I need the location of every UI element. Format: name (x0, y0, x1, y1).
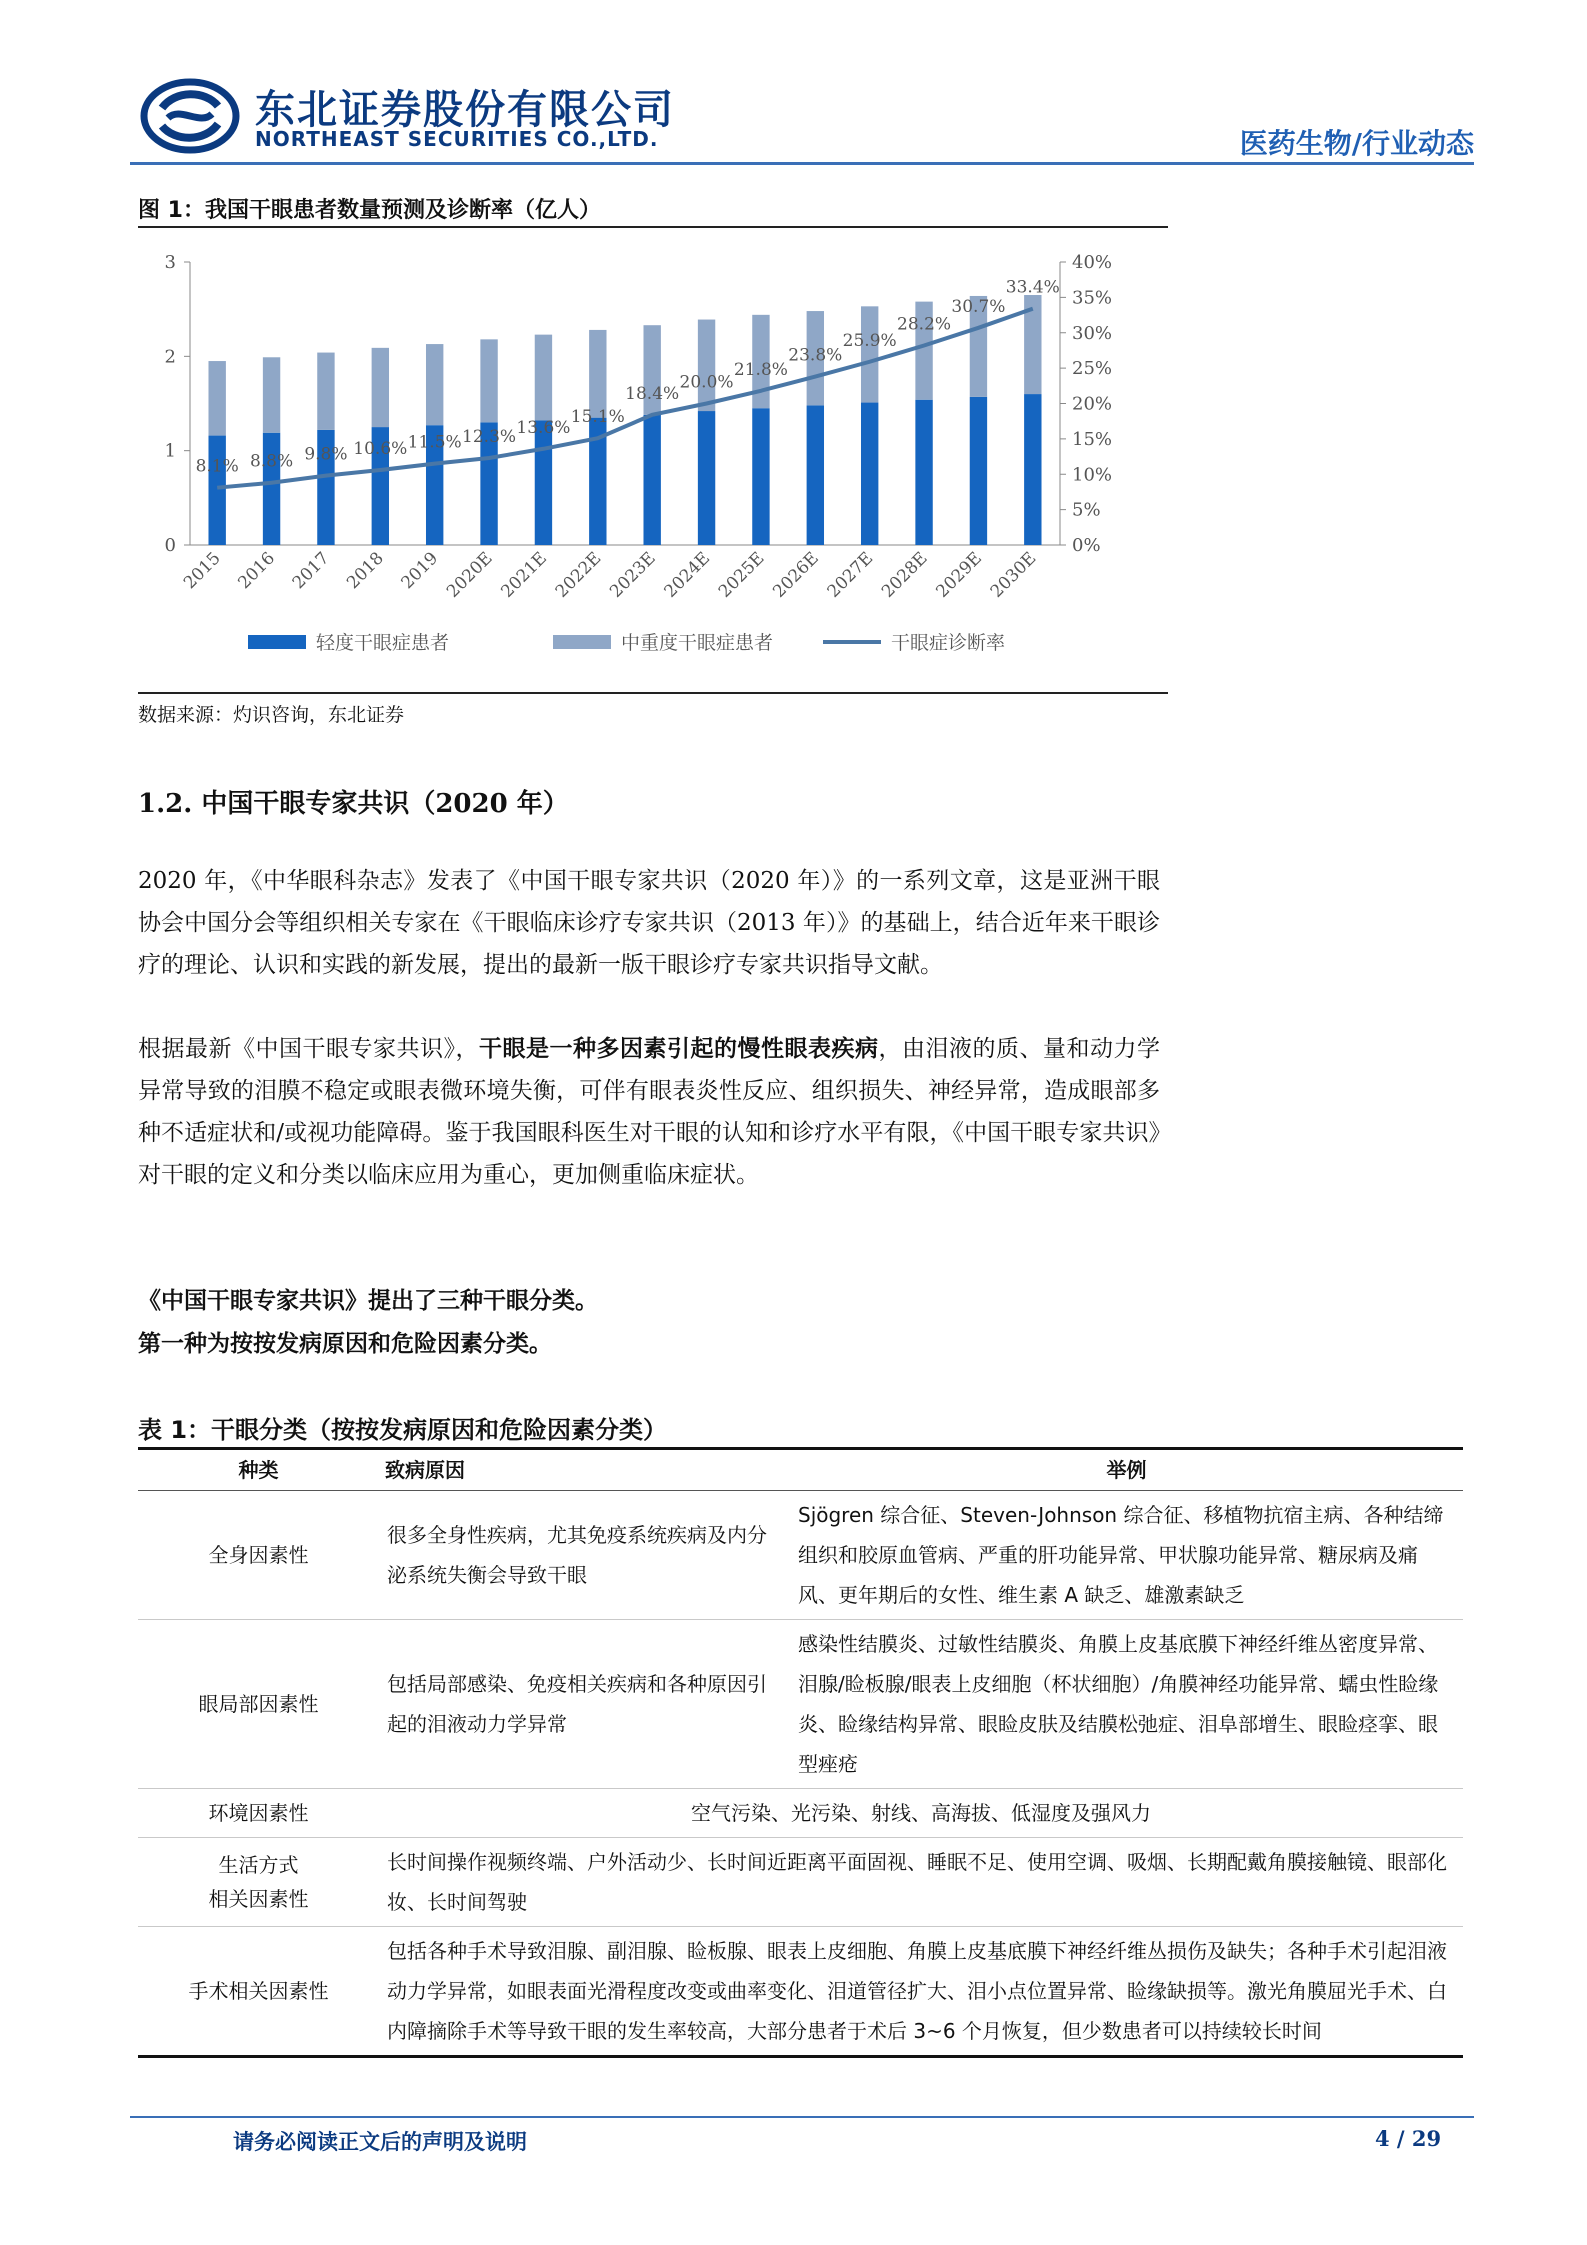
company-name-en: NORTHEAST SECURITIES CO.,LTD. (255, 127, 659, 151)
rate-data-label: 33.4% (1005, 277, 1060, 298)
company-name-cn: 东北证券股份有限公司 (255, 87, 675, 133)
figure-top-rule (138, 226, 1168, 228)
section-tag: 医药生物/行业动态 (1239, 127, 1474, 160)
row-wide-content: 长时间操作视频终端、户外活动少、长时间近距离平面固视、睡眠不足、使用空调、吸烟、长期配戴角膜接触镜、眼部化妆、长时间驾驶 (379, 1838, 1463, 1927)
x-tick-label: 2025E (714, 548, 769, 602)
bar-moderate-severe (263, 357, 280, 432)
bar-moderate-severe (208, 361, 225, 436)
table-row (138, 1838, 1463, 1927)
x-tick-label: 2023E (606, 548, 660, 602)
bar-moderate-severe (480, 339, 497, 422)
rate-data-label: 25.9% (842, 330, 897, 351)
bar-mild (861, 403, 878, 545)
header-type: 种类 (138, 1449, 379, 1491)
right-tick-label: 40% (1072, 252, 1113, 273)
bar-mild (535, 420, 552, 545)
row-cause: 很多全身性疾病，尤其免疫系统疾病及内分泌系统失衡会导致干眼 (379, 1491, 790, 1620)
x-tick-label: 2015 (179, 548, 225, 594)
x-tick-label: 2022E (551, 548, 606, 602)
bar-moderate-severe (317, 353, 334, 430)
left-tick-label: 1 (164, 440, 176, 462)
paragraph-2 (138, 1028, 1160, 1196)
rate-data-label: 9.8% (304, 444, 348, 465)
row-type: 生活方式 相关因素性 (138, 1838, 379, 1927)
figure-title: 图 1：我国干眼患者数量预测及诊断率（亿人） (138, 198, 601, 223)
table-row (138, 1491, 1463, 1620)
figure-source: 数据来源：灼识咨询，东北证券 (138, 704, 405, 726)
bar-moderate-severe (589, 330, 606, 418)
bar-mild (1024, 394, 1041, 545)
x-tick-label: 2024E (660, 548, 715, 602)
bar-moderate-severe (861, 306, 878, 402)
table-row (138, 1927, 1463, 2057)
header-divider (130, 162, 1474, 165)
table-header-row (138, 1449, 1463, 1491)
northeast-securities-logo-icon (140, 78, 240, 154)
x-tick-label: 2018 (343, 548, 388, 594)
rate-data-label: 11.5% (407, 432, 462, 453)
right-tick-label: 15% (1072, 428, 1113, 450)
paragraph-2-definition: 干眼是一种多因素引起的慢性眼表疾病 (479, 1035, 879, 1062)
x-tick-label: 2017 (288, 548, 334, 594)
bar-moderate-severe (372, 348, 389, 427)
row-example: Sjögren 综合征、Steven-Johnson 综合征、移植物抗宿主病、各种结缔组织和胶原血管病、严重的肝功能异常、甲状腺功能异常、糖尿病及痛风、更年期后的女性、维生素 A 缺乏、雄激素缺乏 (790, 1491, 1463, 1620)
legend-label: 轻度干眼症患者 (316, 632, 450, 654)
rate-data-label: 23.8% (788, 345, 843, 366)
rate-data-label: 13.6% (516, 417, 571, 438)
row-cause: 包括局部感染、免疫相关疾病和各种原因引起的泪液动力学异常 (379, 1620, 790, 1789)
row-type: 手术相关因素性 (138, 1927, 379, 2057)
bar-mild (208, 436, 225, 545)
header-cause: 致病原因 (379, 1449, 790, 1491)
x-tick-label: 2027E (823, 548, 878, 602)
x-tick-label: 2026E (769, 548, 823, 602)
section-heading: 1.2. 中国干眼专家共识（2020 年） (138, 789, 569, 819)
bar-moderate-severe (698, 320, 715, 412)
bar-mild (915, 400, 932, 545)
left-tick-label: 2 (164, 346, 176, 368)
left-tick-label: 0 (164, 535, 176, 556)
row-type: 眼局部因素性 (138, 1620, 379, 1789)
legend-label: 干眼症诊断率 (891, 632, 1006, 654)
right-tick-label: 30% (1072, 322, 1113, 344)
x-tick-label: 2029E (932, 548, 986, 602)
footer-disclaimer: 请务必阅读正文后的声明及说明 (233, 2130, 527, 2154)
x-tick-label: 2016 (234, 548, 280, 594)
rate-data-label: 12.3% (462, 426, 517, 447)
x-tick-label: 2020E (443, 548, 497, 602)
legend-swatch (553, 635, 611, 649)
rate-data-label: 8.8% (249, 451, 294, 472)
paragraph-2-lead: 根据最新《中国干眼专家共识》， (138, 1036, 479, 1062)
row-type: 环境因素性 (138, 1789, 379, 1838)
bar-mild (752, 408, 769, 545)
rate-data-label: 21.8% (733, 359, 788, 380)
right-tick-label: 20% (1072, 393, 1113, 415)
right-tick-label: 25% (1072, 358, 1113, 380)
bold-statement-1: 《中国干眼专家共识》提出了三种干眼分类。 (138, 1287, 598, 1314)
figure-bottom-rule (138, 692, 1168, 694)
row-example: 感染性结膜炎、过敏性结膜炎、角膜上皮基底膜下神经纤维丛密度异常、泪腺/睑板腺/眼表上皮细胞（杯状细胞）/角膜神经功能异常、蠕虫性睑缘炎、睑缘结构异常、眼睑皮肤及结膜松弛症、泪阜部增生、眼睑痉挛、眼型痤疮 (790, 1620, 1463, 1789)
bar-moderate-severe (426, 344, 443, 425)
table-row (138, 1789, 1463, 1838)
table-row (138, 1620, 1463, 1789)
row-span-content: 空气污染、光污染、射线、高海拔、低湿度及强风力 (379, 1789, 1463, 1838)
rate-data-label: 15.1% (570, 407, 625, 428)
rate-data-label: 18.4% (625, 383, 680, 404)
x-tick-label: 2021E (497, 548, 551, 602)
bar-mild (970, 397, 987, 545)
bold-statement-2: 第一种为按按发病原因和危险因素分类。 (138, 1330, 552, 1357)
bar-mild (263, 433, 280, 545)
x-tick-label: 2028E (878, 548, 932, 602)
x-tick-label: 2019 (397, 548, 443, 594)
rate-data-label: 30.7% (951, 296, 1006, 317)
paragraph-1: 2020 年，《中华眼科杂志》发表了《中国干眼专家共识（2020 年）》的一系列文章，这是亚洲干眼协会中国分会等组织相关专家在《干眼临床诊疗专家共识（2013 年）》的基础上，结合近年来干眼诊疗的理论、认识和实践的新发展，提出的最新一版干眼诊疗专家共识指导文献。 (138, 868, 1160, 978)
bar-moderate-severe (535, 335, 552, 421)
header-example: 举例 (790, 1449, 1463, 1491)
rate-data-label: 10.6% (353, 439, 408, 460)
bar-mild (807, 405, 824, 545)
rate-data-label: 20.0% (679, 372, 734, 393)
x-tick-label: 2030E (986, 548, 1041, 602)
legend-label: 中重度干眼症患者 (621, 632, 774, 654)
right-tick-label: 5% (1072, 499, 1101, 521)
chart-legend (248, 632, 1005, 654)
rate-data-label: 28.2% (897, 314, 952, 335)
paragraph-2-rest: ，由泪液的质、量和动力学异常导致的泪膜不稳定或眼表微环境失衡，可伴有眼表炎性反应、组织损失、神经异常，造成眼部多种不适症状和/或视功能障碍。鉴于我国眼科医生对干眼的认知和诊疗水平有限，《中国干眼专家共识》对干眼的定义和分类以临床应用为重心，更加侧重临床症状。 (138, 1036, 1160, 1188)
footer-divider (130, 2116, 1474, 2118)
page-number: 4 / 29 (1375, 2126, 1442, 2151)
dry-eye-chart (138, 230, 1168, 690)
legend-swatch (248, 635, 306, 649)
classification-table (138, 1447, 1463, 2058)
right-tick-label: 10% (1072, 464, 1113, 486)
rate-data-label: 8.1% (195, 456, 239, 477)
bar-mild (643, 415, 660, 545)
right-tick-label: 35% (1072, 287, 1113, 309)
table-title: 表 1：干眼分类（按按发病原因和危险因素分类） (138, 1416, 668, 1444)
row-type: 全身因素性 (138, 1491, 379, 1620)
left-tick-label: 3 (164, 252, 176, 273)
bar-mild (698, 411, 715, 545)
right-tick-label: 0% (1072, 535, 1101, 556)
row-wide-content: 包括各种手术导致泪腺、副泪腺、睑板腺、眼表上皮细胞、角膜上皮基底膜下神经纤维丛损伤及缺失；各种手术引起泪液动力学异常，如眼表面光滑程度改变或曲率变化、泪道管径扩大、泪小点位置异常、睑缘缺损等。激光角膜屈光手术、白内障摘除手术等导致干眼的发生率较高，大部分患者于术后 3~6 个月恢复，但少数患者可以持续较长时间 (379, 1927, 1463, 2057)
